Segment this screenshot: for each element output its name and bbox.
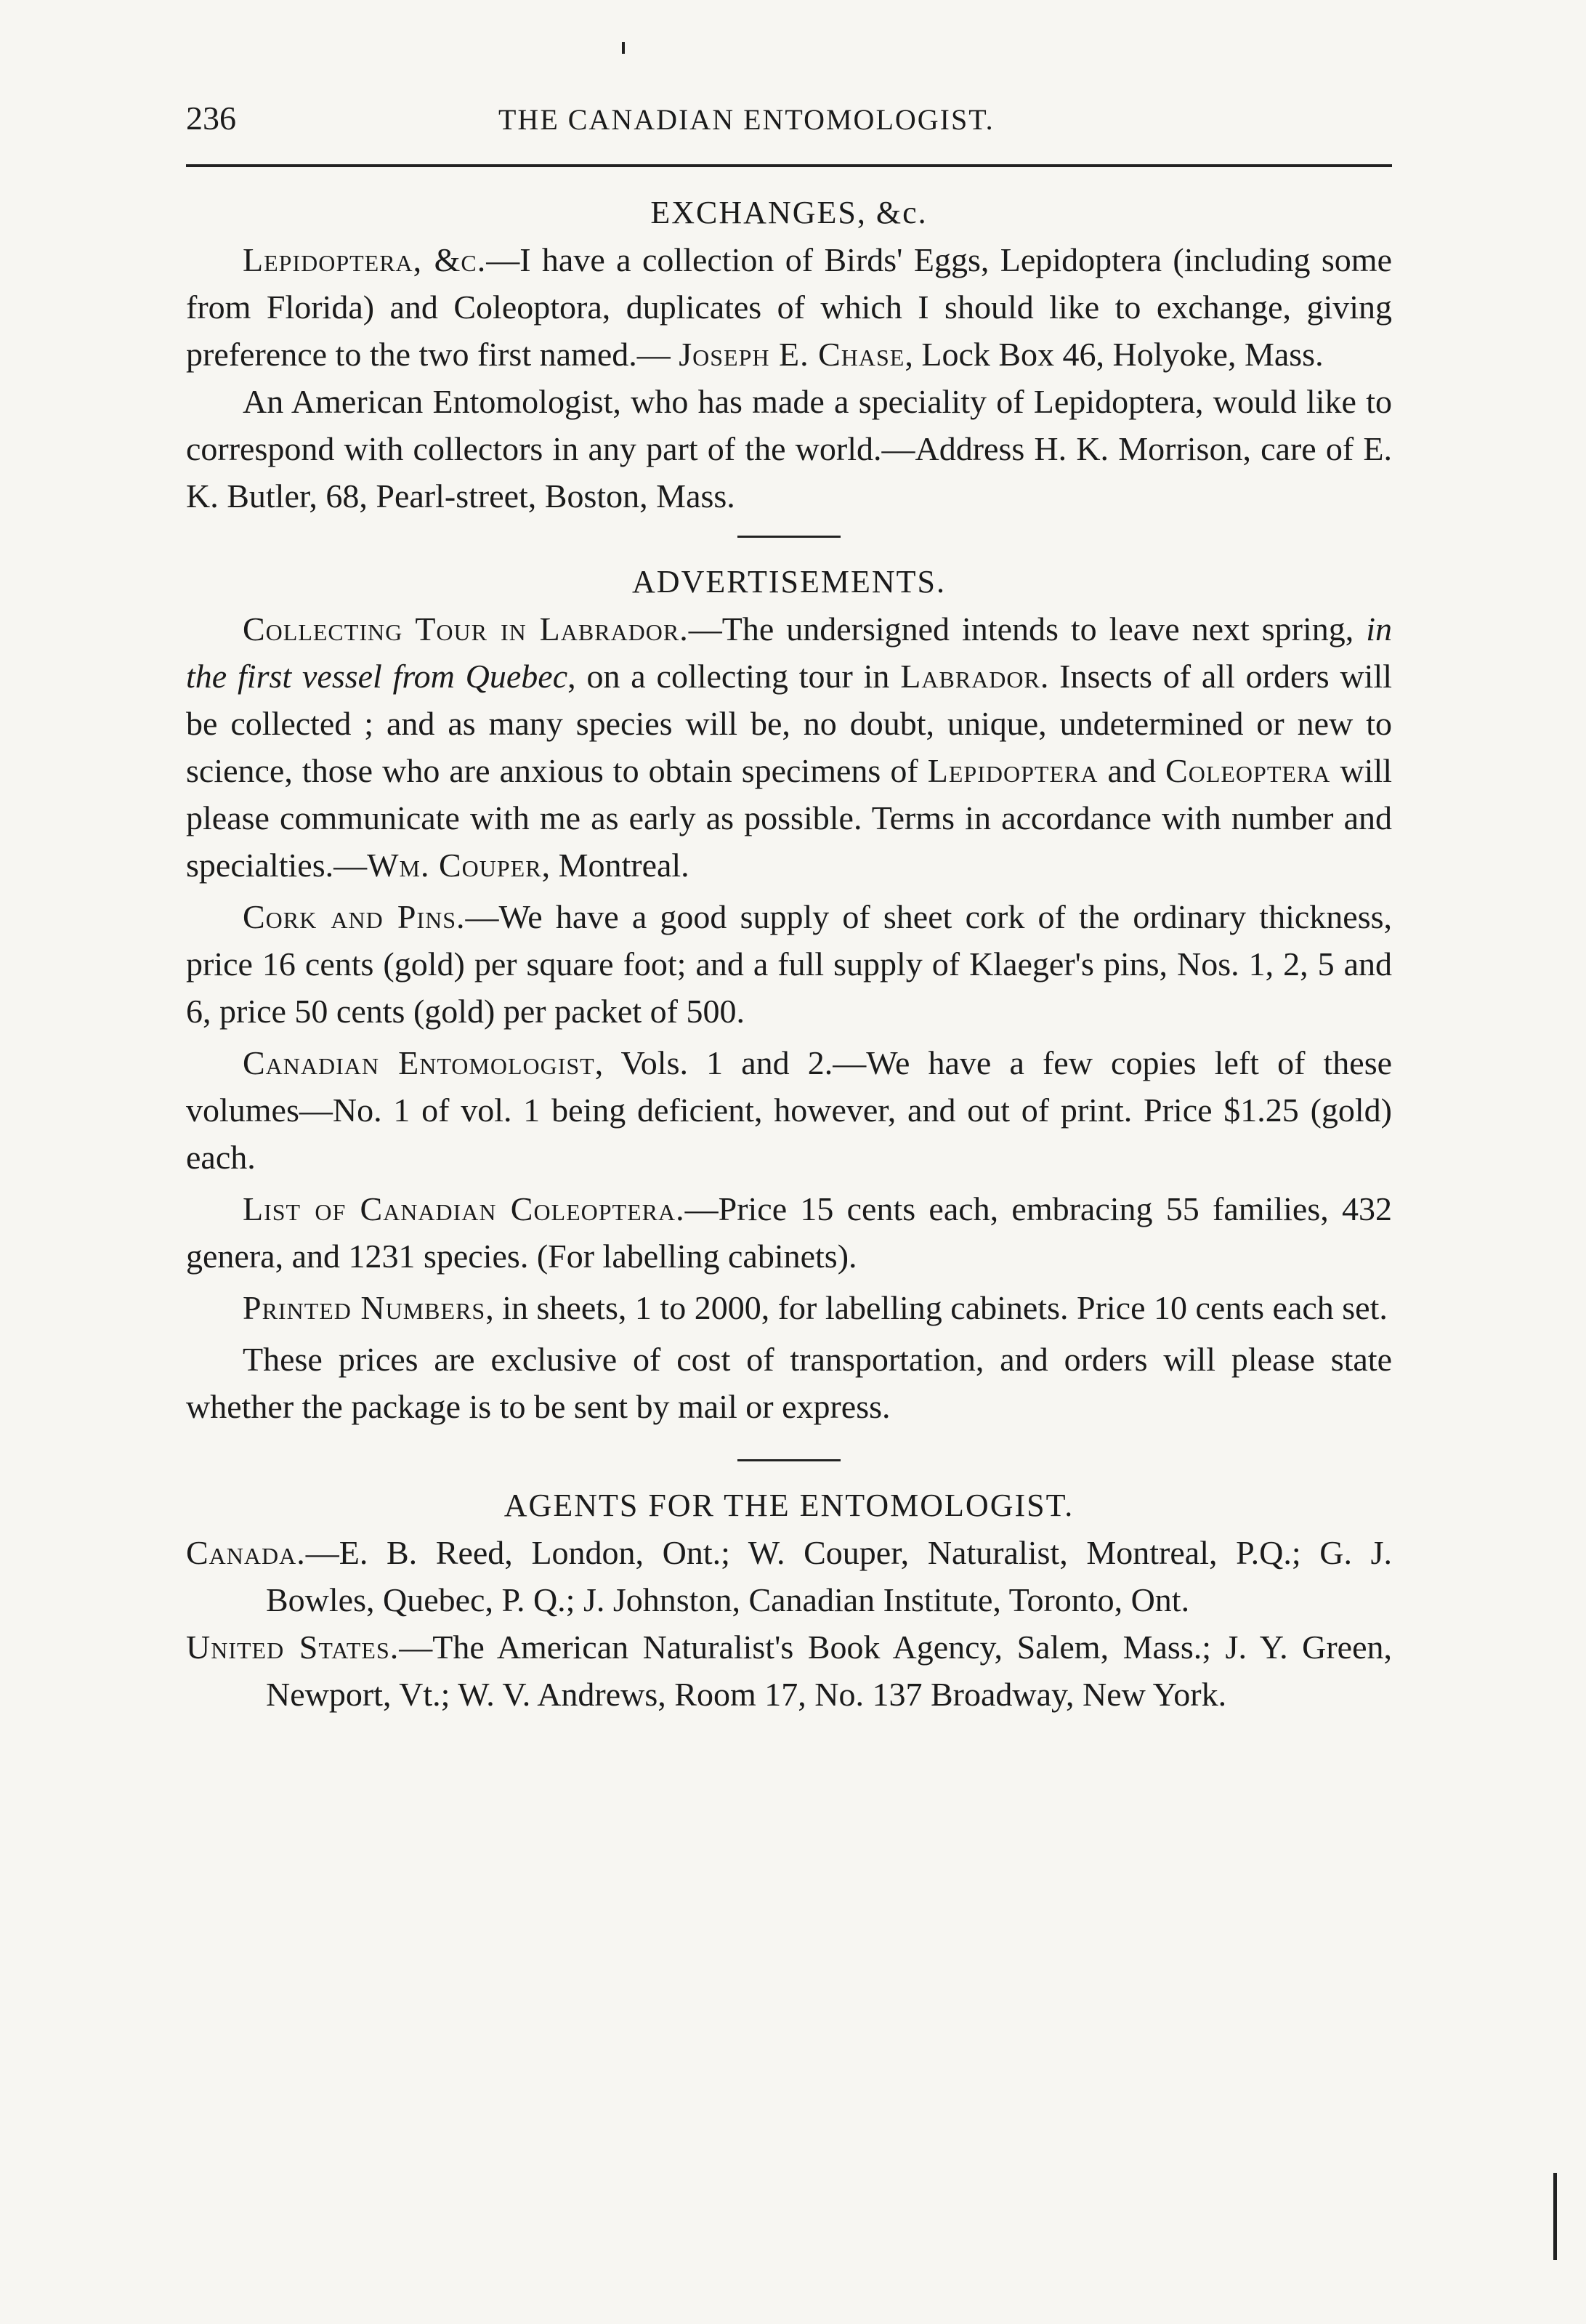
ad-order-coleoptera: Coleoptera (1165, 752, 1331, 789)
exchange-notice-correspondence: An American Entomologist, who has made a speciality of Lepidoptera, would like to correspond with collectors in any part of the world.—Address H. K. Morrison, care of E. K. Butler, 68, Pearl-street, Boston, Mass. (186, 383, 1392, 515)
ad-italic-text: in the first vessel from Quebec (186, 610, 1392, 695)
exchange-notice-lepidoptera (186, 236, 1392, 378)
journal-title: THE CANADIAN ENTOMOLOGIST. (498, 103, 995, 136)
advertisements-heading: ADVERTISEMENTS. (632, 564, 946, 600)
ad-pricing-note: These prices are exclusive of cost of transportation, and orders will please state whether the package is to be sent by mail or express. (186, 1341, 1392, 1425)
ad-lead: Canadian Entomologist (243, 1044, 595, 1081)
ad-text: , on a collecting tour in (567, 658, 901, 695)
agents-canada (186, 1529, 1392, 1623)
ad-text: and (1098, 752, 1166, 789)
agent-region-label: United States. (186, 1629, 400, 1666)
ad-signature: Wm. Couper (367, 847, 542, 884)
ad-cork-and-pins (186, 893, 1392, 1035)
ad-text: —Price 15 cents each, embracing 55 families, 432 genera, and 1231 species. (For labelling cabinets). (186, 1190, 1392, 1275)
ad-printed-numbers (186, 1284, 1392, 1331)
header-rule (186, 164, 1392, 167)
ad-order-lepidoptera: Lepidoptera (927, 752, 1099, 789)
ad-coleoptera-list (186, 1185, 1392, 1280)
agent-region-label: Canada. (186, 1534, 306, 1571)
notice-lead: Lepidoptera, &c. (243, 241, 487, 278)
ad-text: . Insects of all orders will be collected ; and as many species will be, no doubt, unique, undetermined or new to science, those who are anxious to obtain specimens of (186, 658, 1393, 789)
ad-text: , in sheets, 1 to 2000, for labelling cabinets. Price 10 cents each set. (485, 1289, 1388, 1326)
notice-body: —I have a collection of Birds' Eggs, Lepidoptera (including some from Florida) and Coleoptora, duplicates of which I should like to exchange, giving preference to the two first named.— (186, 241, 1392, 373)
ad-text: —We have a good supply of sheet cork of the ordinary thickness, price 16 cents (gold) per square foot; and a full supply of Klaeger's pins, Nos. 1, 2, 5 and 6, price 50 cents (gold) per packet of 500. (186, 898, 1393, 1030)
ad-text: will please communicate with me as early as possible. Terms in accordance with number and specialties.— (186, 752, 1393, 884)
ad-lead: Printed Numbers (243, 1289, 486, 1326)
ad-place: Labrador (900, 658, 1040, 695)
section-divider (737, 536, 841, 538)
section-divider (737, 1459, 841, 1461)
notice-address: , Lock Box 46, Holyoke, Mass. (905, 336, 1324, 373)
ad-text: —The undersigned intends to leave next spring, (688, 610, 1367, 647)
agent-list: —E. B. Reed, London, Ont.; W. Couper, Naturalist, Montreal, P.Q.; G. J. Bowles, Quebec, P. Q.; J. Johnston, Canadian Institute, Toronto, Ont. (266, 1534, 1392, 1618)
scan-mark (622, 42, 625, 54)
ad-lead: List of Canadian Coleoptera. (243, 1190, 685, 1227)
ad-text: , Montreal. (541, 847, 689, 884)
agents-heading: AGENTS FOR THE ENTOMOLOGIST. (503, 1488, 1075, 1523)
agent-list: —The American Naturalist's Book Agency, Salem, Mass.; J. Y. Green, Newport, Vt.; W. V. Andrews, Room 17, No. 137 Broadway, New York. (266, 1629, 1393, 1713)
ad-lead: Collecting Tour in Labrador. (243, 610, 689, 647)
page-header (186, 94, 1392, 145)
page-number: 236 (186, 100, 236, 137)
ad-collecting-tour (186, 605, 1392, 889)
scan-mark (1553, 2173, 1557, 2260)
ad-back-volumes (186, 1039, 1392, 1181)
exchanges-heading: EXCHANGES, &c. (650, 195, 928, 230)
ad-lead: Cork and Pins. (243, 898, 466, 935)
agents-united-states (186, 1623, 1392, 1718)
ad-text: , Vols. 1 and 2.—We have a few copies left of these volumes—No. 1 of vol. 1 being deficient, however, and out of print. Price $1.25 (gold) each. (186, 1044, 1393, 1176)
journal-page (186, 94, 1392, 1718)
notice-signature: Joseph E. Chase (679, 336, 905, 373)
